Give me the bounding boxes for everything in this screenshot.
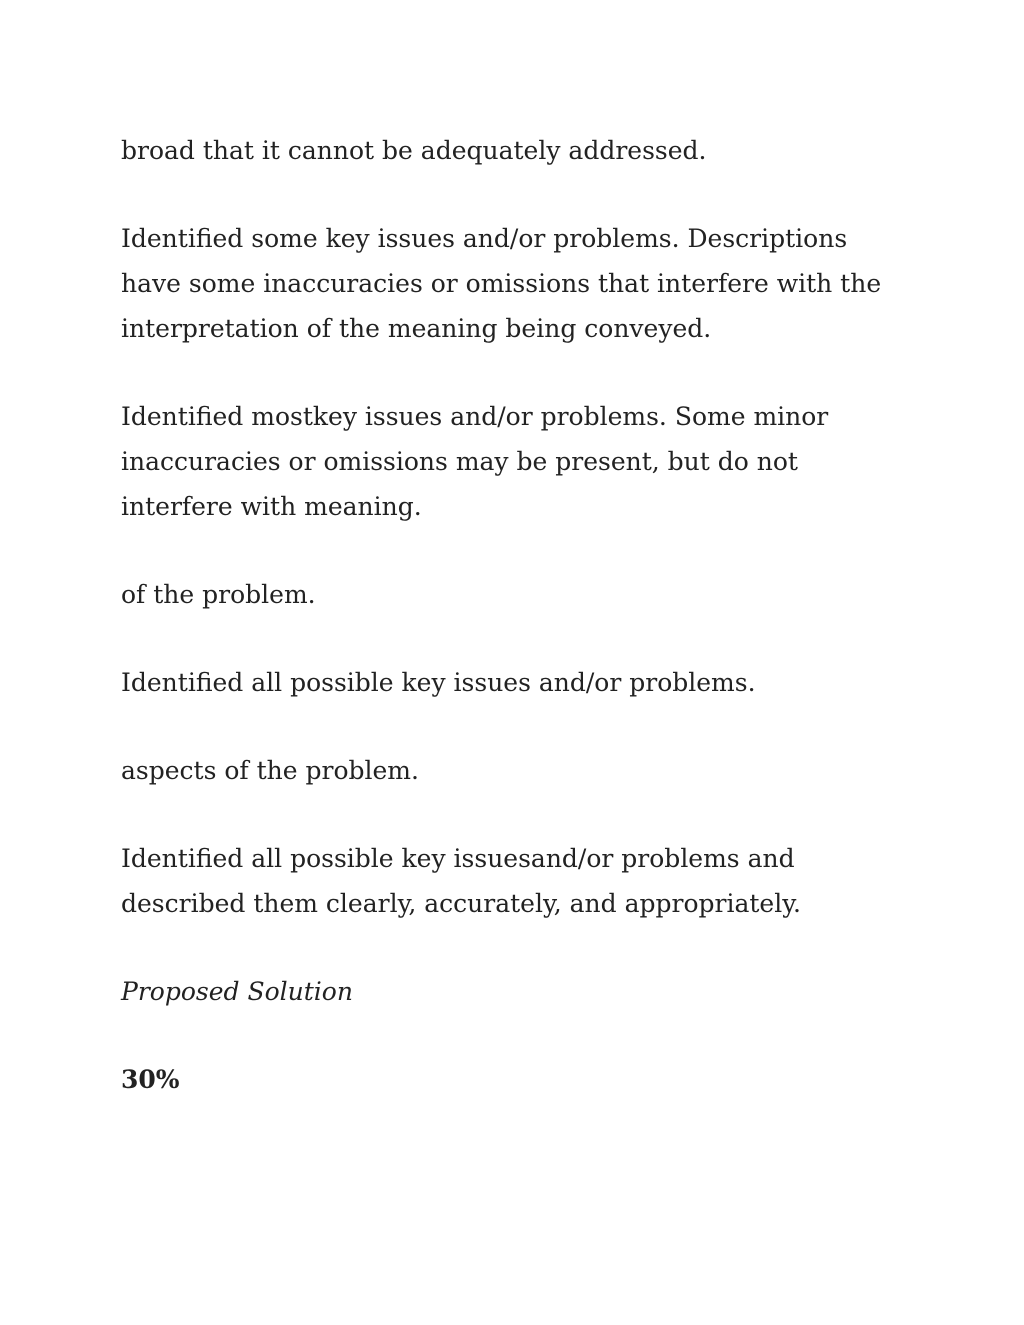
paragraph-7: Identified all possible key issuesand/or problems and described them clearly, accurately, and appropriately. [121, 844, 801, 918]
section-heading: Proposed Solution [121, 977, 353, 1006]
paragraph-2: Identified some key issues and/or problems. Descriptions have some inaccuracies or omissions that interfere with the interpretation of the meaning being conveyed. [121, 224, 882, 343]
document-body [121, 128, 911, 1102]
paragraph-5: Identified all possible key issues and/or problems. [121, 668, 756, 697]
paragraph-4: of the problem. [121, 580, 316, 609]
weight-percent: 30% [121, 1065, 180, 1094]
paragraph-1: broad that it cannot be adequately addressed. [121, 136, 707, 165]
paragraph-3: Identified mostkey issues and/or problems. Some minor inaccuracies or omissions may be present, but do not interfere with meaning. [121, 402, 829, 521]
paragraph-6: aspects of the problem. [121, 756, 419, 785]
